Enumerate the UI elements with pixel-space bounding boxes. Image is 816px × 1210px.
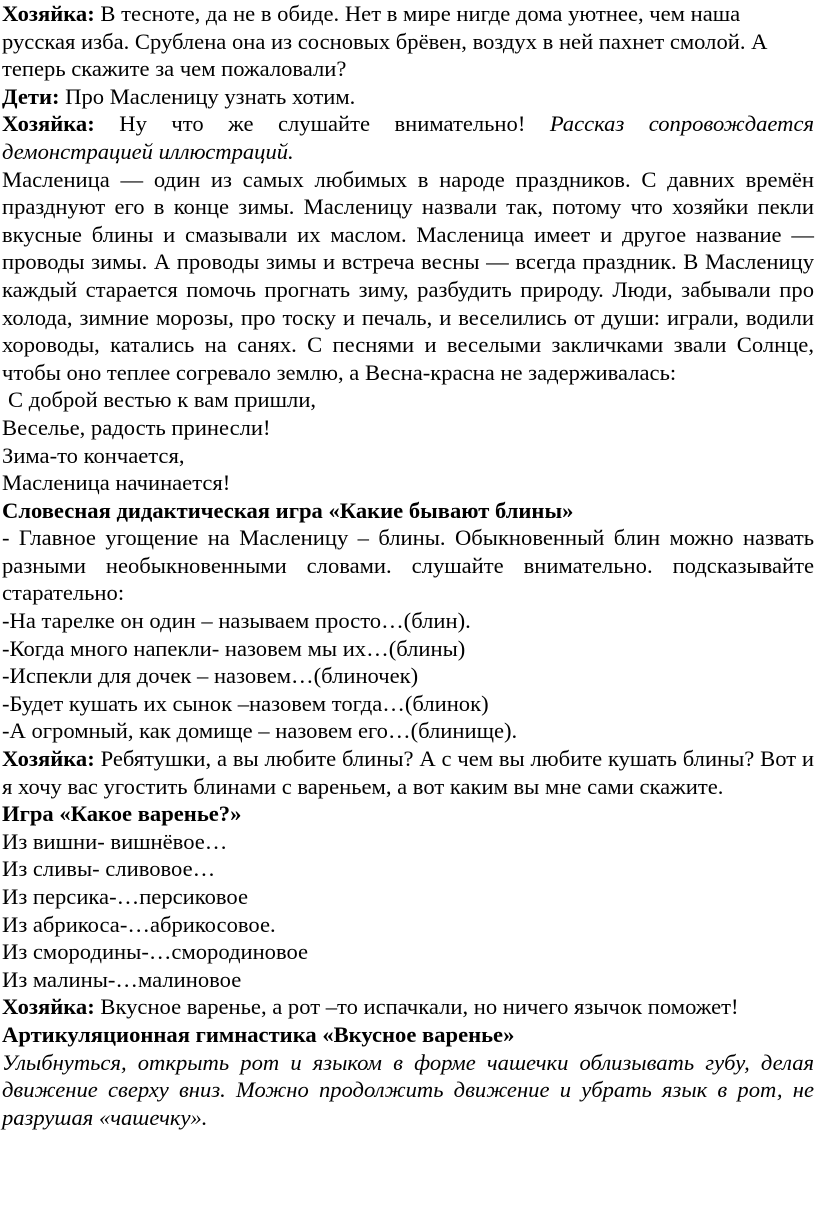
list-item: -А огромный, как домище – назовем его…(блинище). [2, 718, 518, 744]
stage-direction: Рассказ сопровождается демонстрацией иллюстраций. [2, 111, 814, 164]
paragraph-maslenitsa-story: Масленица — один из самых любимых в народе праздников. С давних времён празднуют его в конце зимы. Масленицу назвали так, потому что хозяйки пекли вкусные блины и смазывали их маслом. Масленица имеет и другое название — проводы зимы. А проводы зимы и встреча весны — всегда праздник. В Масленицу каждый старается помочь прогнать зиму, разбудить природу. Люди, забывали про холода, зимние морозы, про тоску и печаль, и веселились от души: играли, водили хороводы, катались на санях. С песнями и веселыми закличками звали Солнце, чтобы оно теплее согревало землю, а Весна-красна не задерживалась: [2, 166, 814, 385]
paragraph-pancake-intro: - Главное угощение на Масленицу – блины. Обыкновенный блин можно назвать разными необыкновенными словами. слушайте внимательно. подсказывайте старательно: [2, 525, 814, 606]
paragraph-text: Про Масленицу узнать хотим. [59, 83, 356, 109]
paragraph-host-intro [2, 0, 814, 83]
speaker-label: Дети: [2, 83, 60, 109]
paragraph-text: Ну что же слушайте внимательно! [94, 111, 550, 137]
paragraph-text: Ребятушки, а вы любите блины? А с чем вы любите кушать блины? Вот и я хочу вас угостить блинами с вареньем, а вот каким вы мне сами скажите. [2, 746, 814, 799]
paragraph-text: Вкусное варенье, а рот –то испачкали, но ничего язычок поможет! [94, 994, 739, 1020]
paragraph-host-listen [2, 110, 814, 165]
list-item: Из абрикоса-…абрикосовое. [2, 911, 276, 937]
poem-line: Зима-то кончается, [2, 442, 185, 468]
paragraph-host-pancakes [2, 745, 814, 800]
list-item: -Когда много напекли- назовем мы их…(блины) [2, 635, 466, 661]
list-item: Из вишни- вишнёвое… [2, 828, 228, 854]
list-item: -Испекли для дочек – назовем…(блиночек) [2, 663, 419, 689]
paragraph-articulation-instructions: Улыбнуться, открыть рот и языком в форме чашечки облизывать губу, делая движение сверху вниз. Можно продолжить движение и убрать язык в рот, не разрушая «чашечку». [2, 1049, 814, 1130]
poem-line: С доброй вестью к вам пришли, [8, 387, 317, 413]
section-heading-jam-game: Игра «Какое варенье?» [2, 801, 242, 827]
list-item: Из смородины-…смородиновое [2, 939, 309, 965]
list-item: Из персика-…персиковое [2, 884, 248, 909]
poem-line: Веселье, радость принесли! [2, 414, 271, 440]
paragraph-host-jam [2, 993, 814, 1021]
list-item: Из сливы- сливовое… [2, 856, 216, 882]
speaker-label: Хозяйка: [2, 746, 95, 772]
poem-line: Масленица начинается! [2, 470, 231, 496]
paragraph-text: В тесноте, да не в обиде. Нет в мире нигде дома уютнее, чем наша русская изба. Срублена она из сосновых брёвен, воздух в ней пахнет смолой. А теперь скажите за чем пожаловали? [2, 1, 768, 82]
list-item: -Будет кушать их сынок –назовем тогда…(блинок) [2, 690, 489, 716]
list-item: -На тарелке он один – называем просто…(блин). [2, 608, 471, 634]
section-heading-articulation: Артикуляционная гимнастика «Вкусное варенье» [2, 1021, 515, 1047]
section-heading-pancake-game: Словесная дидактическая игра «Какие бывают блины» [2, 497, 574, 523]
list-item: Из малины-…малиновое [2, 966, 242, 992]
speaker-label: Хозяйка: [2, 1, 95, 26]
speaker-label: Хозяйка: [2, 111, 95, 137]
speaker-label: Хозяйка: [2, 994, 95, 1020]
paragraph-children-reply [2, 83, 814, 111]
